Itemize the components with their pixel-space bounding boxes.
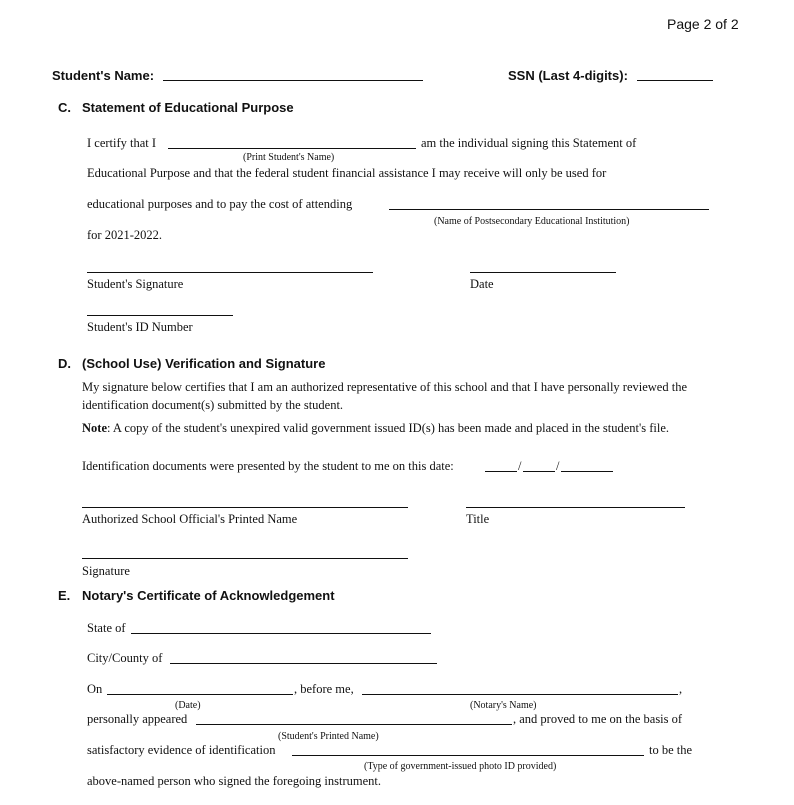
section-d-letter: D. — [58, 356, 71, 371]
presented-year-field[interactable] — [561, 471, 613, 472]
date-slash-1: / — [518, 459, 522, 473]
official-signature-field[interactable] — [82, 558, 408, 559]
on-label: On — [87, 682, 103, 696]
section-e-letter: E. — [58, 588, 71, 603]
certification-line-2: identification document(s) submitted by the student. — [82, 398, 344, 412]
official-title-field[interactable] — [466, 507, 685, 508]
official-signature-label: Signature — [82, 564, 130, 578]
final-statement: above-named person who signed the foregoing instrument. — [87, 774, 382, 788]
award-year-text: for 2021-2022. — [87, 228, 162, 242]
city-county-label: City/County of — [87, 651, 163, 665]
ssn-field[interactable] — [637, 80, 713, 81]
printed-name-caption: (Student's Printed Name) — [278, 731, 379, 742]
id-type-caption: (Type of government-issued photo ID provided) — [364, 761, 557, 772]
student-signature-label: Student's Signature — [87, 277, 184, 291]
notary-name-caption: (Notary's Name) — [470, 700, 537, 711]
notary-comma: , — [679, 682, 683, 696]
state-label: State of — [87, 621, 126, 635]
presented-month-field[interactable] — [485, 471, 517, 472]
appeared-name-field[interactable] — [196, 724, 512, 725]
student-name-label: Student's Name: — [52, 68, 155, 83]
note-label: Note — [82, 421, 107, 435]
presented-text: Identification documents were presented by the student to me on this date: — [82, 459, 454, 473]
note-text: : A copy of the student's unexpired valid government issued ID(s) has been made and placed in the student's file. — [107, 421, 670, 435]
certification-line-1: My signature below certifies that I am an authorized representative of this school and that I have personally reviewed the — [82, 380, 687, 394]
notary-date-field[interactable] — [107, 694, 293, 695]
ssn-label: SSN (Last 4-digits): — [508, 68, 628, 83]
section-c-title: Statement of Educational Purpose — [82, 100, 294, 115]
institution-name-field[interactable] — [389, 209, 709, 210]
print-student-name-field[interactable] — [168, 148, 416, 149]
student-date-label: Date — [470, 277, 494, 291]
note-line — [82, 421, 669, 436]
attending-text: educational purposes and to pay the cost of attending — [87, 197, 353, 211]
section-c-letter: C. — [58, 100, 71, 115]
student-id-label: Student's ID Number — [87, 320, 193, 334]
date-caption: (Date) — [175, 700, 201, 711]
evidence-label: satisfactory evidence of identification — [87, 743, 276, 757]
certify-prefix: I certify that I — [87, 136, 157, 150]
print-name-caption: (Print Student's Name) — [243, 152, 335, 163]
official-printed-name-field[interactable] — [82, 507, 408, 508]
before-me-text: , before me, — [294, 682, 354, 696]
city-county-field[interactable] — [170, 663, 437, 664]
educational-purpose-line: Educational Purpose and that the federal student financial assistance I may receive will only be used for — [87, 166, 607, 180]
section-e-title: Notary's Certificate of Acknowledgement — [82, 588, 335, 603]
page-number: Page 2 of 2 — [667, 16, 739, 32]
certify-suffix: am the individual signing this Statement of — [421, 136, 637, 150]
institution-caption: (Name of Postsecondary Educational Institution) — [434, 216, 630, 227]
student-date-field[interactable] — [470, 272, 616, 273]
date-slash-2: / — [556, 459, 560, 473]
id-type-field[interactable] — [292, 755, 644, 756]
to-be-the-text: to be the — [649, 743, 693, 757]
student-id-field[interactable] — [87, 315, 233, 316]
official-printed-name-label: Authorized School Official's Printed Name — [82, 512, 298, 526]
notary-name-field[interactable] — [362, 694, 678, 695]
student-signature-field[interactable] — [87, 272, 373, 273]
presented-day-field[interactable] — [523, 471, 555, 472]
proved-text: , and proved to me on the basis of — [513, 712, 683, 726]
official-title-label: Title — [466, 512, 490, 526]
state-field[interactable] — [131, 633, 431, 634]
section-d-title: (School Use) Verification and Signature — [82, 356, 326, 371]
personally-appeared-label: personally appeared — [87, 712, 188, 726]
student-name-field[interactable] — [163, 80, 423, 81]
